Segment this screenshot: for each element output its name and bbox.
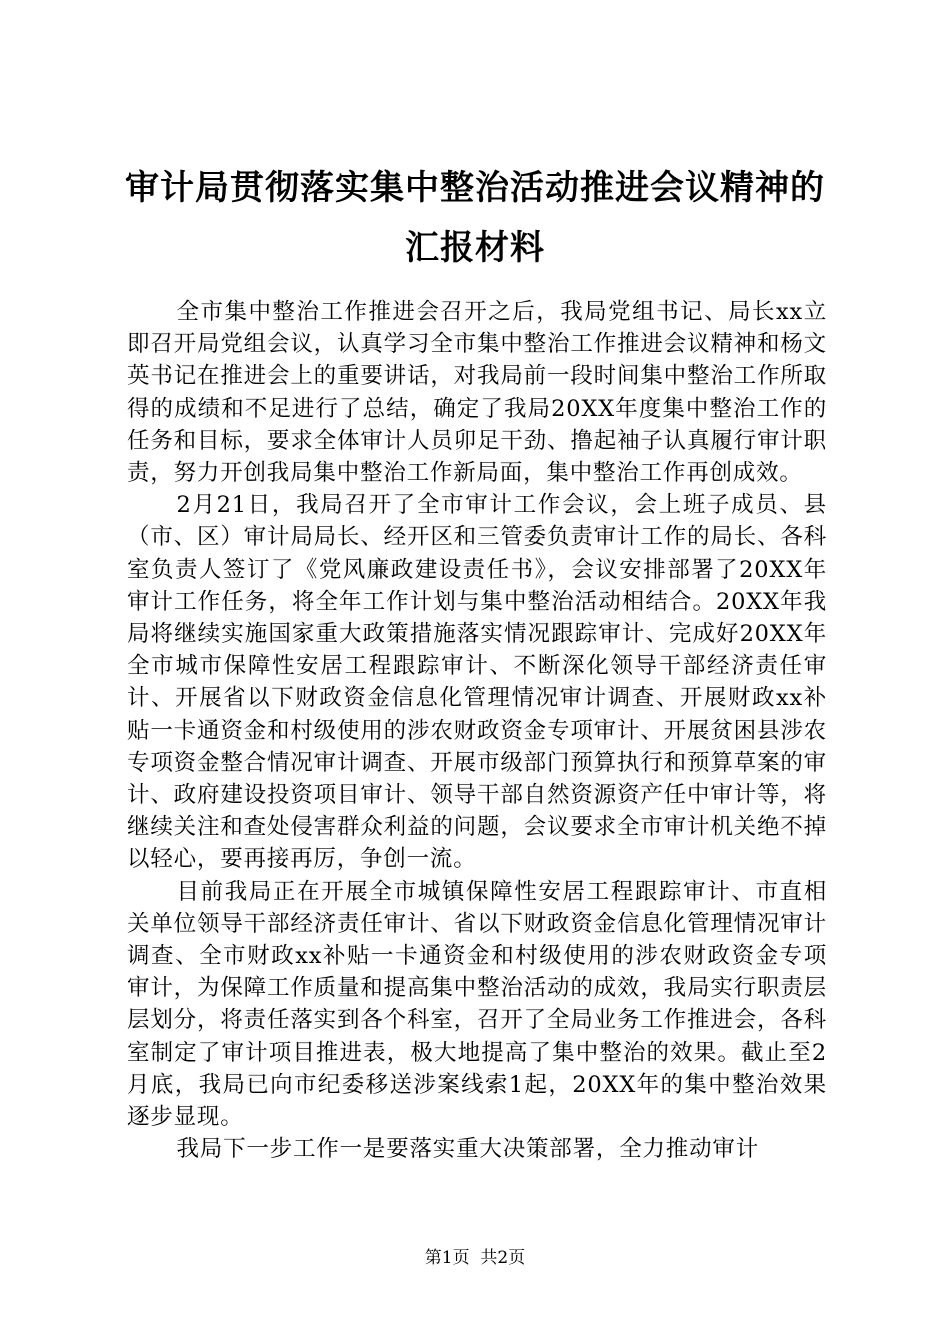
paragraph-3: 目前我局正在开展全市城镇保障性安居工程跟踪审计、市直相关单位领导干部经济责任审计、省以下财政资金信息化管理情况审计调查、全市财政xx补贴一卡通资金和村级使用的涉农财政资金专项审计，为保障工作质量和提高集中整治活动的成效，我局实行职责层层划分，将责任落实到各个科室，召开了全局业务工作推进会，各科室制定了审计项目推进表，极大地提高了集中整治的效果。截止至2月底，我局已向市纪委移送涉案线索1起，20XX年的集中整治效果逐步显现。 bbox=[127, 878, 827, 1131]
paragraph-2: 2月21日，我局召开了全市审计工作会议，会上班子成员、县（市、区）审计局局长、经开区和三管委负责审计工作的局长、各科室负责人签订了《党风廉政建设责任书》，会议安排部署了20XX年审计工作任务，将全年工作计划与集中整治活动相结合。20XX年我局将继续实施国家重大政策措施落实情况跟踪审计、完成好20XX年全市城市保障性安居工程跟踪审计、不断深化领导干部经济责任审计、开展省以下财政资金信息化管理情况审计调查、开展财政xx补贴一卡通资金和村级使用的涉农财政资金专项审计、开展贫困县涉农专项资金整合情况审计调查、开展市级部门预算执行和预算草案的审计、政府建设投资项目审计、领导干部自然资源资产任中审计等，将继续关注和查处侵害群众利益的问题，会议要求全市审计机关绝不掉以轻心，要再接再厉，争创一流。 bbox=[127, 492, 827, 873]
document-title-line-1: 审计局贯彻落实集中整治活动推进会议精神的 bbox=[125, 168, 825, 208]
document-body bbox=[127, 296, 827, 1165]
paragraph-1: 全市集中整治工作推进会召开之后，我局党组书记、局长xx立即召开局党组会议，认真学习全市集中整治工作推进会议精神和杨文英书记在推进会上的重要讲话，对我局前一段时间集中整治工作所取得的成绩和不足进行了总结，确定了我局20XX年度集中整治工作的任务和目标，要求全体审计人员卯足干劲、撸起袖子认真履行审计职责，努力开创我局集中整治工作新局面，集中整治工作再创成效。 bbox=[127, 299, 827, 487]
document-title-line-2: 汇报材料 bbox=[405, 228, 545, 268]
paragraph-4: 我局下一步工作一是要落实重大决策部署，全力推动审计 bbox=[176, 1136, 760, 1163]
page-footer: 第1页 共2页 bbox=[424, 1248, 526, 1268]
